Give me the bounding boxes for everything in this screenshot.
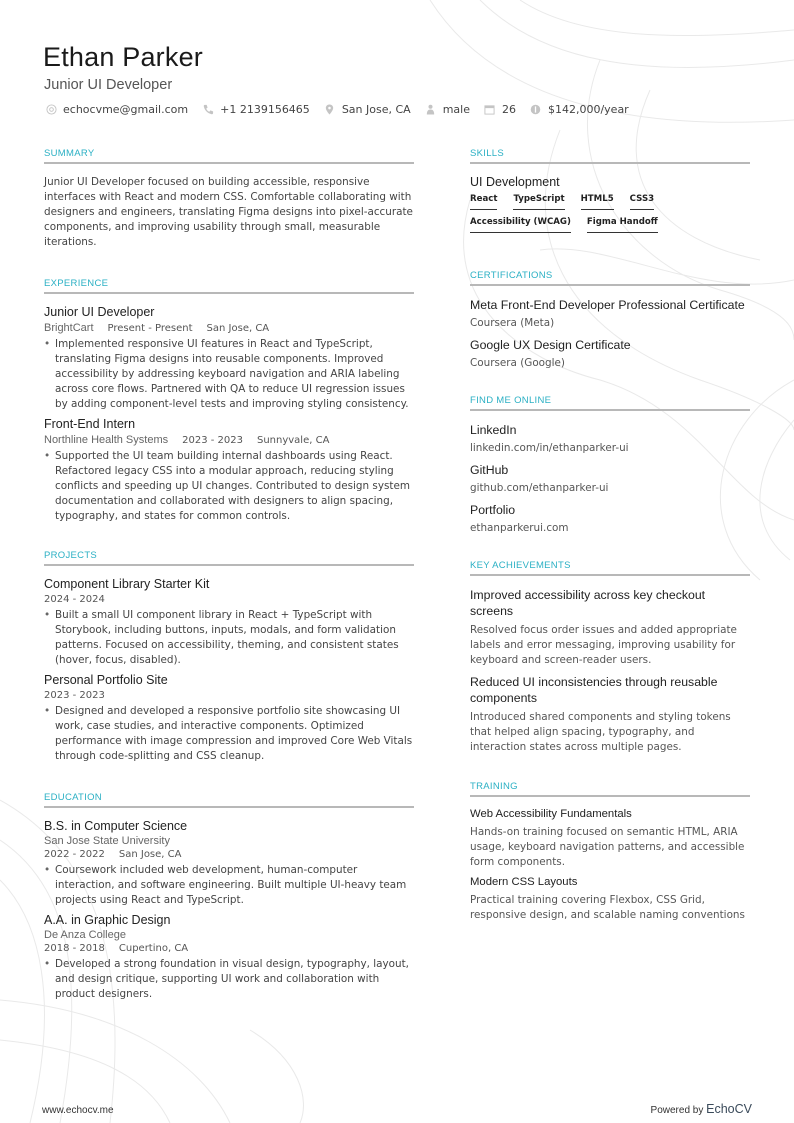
company-name: BrightCart [44,322,94,334]
person-icon [425,104,437,116]
bullet-text: Built a small UI component library in React + TypeScript with Storybook, including buttons, inputs, modals, and form validation patterns. Focused on accessibility, theming, and consistent states (hover, focus, disabled). [55,609,399,666]
skill-tag: HTML5 [581,194,614,210]
section-heading-achievements: KEY ACHIEVEMENTS [470,560,750,576]
school-name: De Anza College [44,929,126,941]
job-dates: 2023 - 2023 [182,435,243,446]
training-text: Practical training covering Flexbox, CSS Grid, responsive design, and scalable naming conventions [470,894,745,921]
training-title: Web Accessibility Fundamentals [470,808,632,820]
at-icon [45,104,57,116]
experience-item [44,305,414,412]
job-title: Junior UI Developer [44,305,155,319]
section-heading-training: TRAINING [470,781,750,797]
project-meta [44,594,414,605]
profile-label-github: GitHub [470,463,509,477]
calendar-icon [484,104,496,116]
bullet-icon: • [44,864,51,876]
online-section [470,395,750,534]
job-location: Sunnyvale, CA [256,435,330,446]
certification-issuer: Coursera (Google) [470,357,565,369]
email-value: echocvme@gmail.com [63,103,189,116]
certification-name: Meta Front-End Developer Professional Certificate [470,298,745,312]
contact-email[interactable] [45,103,188,116]
skill-tags-row-2 [470,217,750,240]
skill-tag: Figma Handoff [587,217,658,233]
profile-label-portfolio: Portfolio [470,503,516,517]
bullet-text: Designed and developed a responsive portfolio site showcasing UI work, case studies, and interactive components. Optimized performance with image compression and improved Core Web Vitals through code-splitting and CSS cleanup. [55,705,413,762]
education-location: Cupertino, CA [118,943,189,954]
gender-value: male [442,103,470,116]
education-dates: 2018 - 2018 [44,943,105,954]
bullet-text: Coursework included web development, human-computer interaction, and software engineering. Built multiple UI-heavy team projects using React and TypeScript. [55,864,407,906]
school-name: San Jose State University [44,835,170,847]
degree-name: A.A. in Graphic Design [44,913,171,927]
job-bullet [44,449,414,524]
project-bullet [44,608,414,668]
contact-location [324,103,411,116]
projects-section [44,550,414,764]
section-heading-projects: PROJECTS [44,550,414,566]
skill-tag: TypeScript [513,194,564,210]
education-item [44,819,414,908]
contact-gender [425,103,470,116]
school-meta [44,929,414,941]
job-location: San Jose, CA [206,323,270,334]
project-name: Component Library Starter Kit [44,577,210,591]
section-heading-online: FIND ME ONLINE [470,395,750,411]
certification-issuer: Coursera (Meta) [470,317,555,329]
salary-icon [530,104,542,116]
brand-name: EchoCV [706,1102,752,1116]
skill-tags-row-1 [470,194,750,217]
certification-name: Google UX Design Certificate [470,338,631,352]
project-name: Personal Portfolio Site [44,673,168,687]
candidate-name: Ethan Parker [43,42,203,72]
education-dates-row [44,849,414,860]
skill-category: UI Development [470,175,560,189]
bullet-icon: • [44,450,51,462]
job-bullet [44,337,414,412]
project-bullet [44,704,414,764]
experience-section [44,278,414,524]
bullet-icon: • [44,338,51,350]
phone-value: +1 2139156465 [220,103,310,116]
profile-link-linkedin[interactable]: linkedin.com/in/ethanparker-ui [470,442,629,454]
project-dates: 2023 - 2023 [44,690,105,701]
profile-link-github[interactable]: github.com/ethanparker-ui [470,482,609,494]
skills-section [470,148,750,240]
skill-tag: Accessibility (WCAG) [470,217,571,233]
candidate-title: Junior UI Developer [44,77,173,93]
salary-value: $142,000/year [547,103,629,116]
job-meta [44,434,414,446]
section-heading-summary: SUMMARY [44,148,414,164]
section-heading-certifications: CERTIFICATIONS [470,270,750,286]
footer-website-link[interactable]: www.echocv.me [42,1105,114,1116]
skill-tag: CSS3 [630,194,654,210]
achievements-section [470,560,750,755]
age-value: 26 [501,103,516,116]
training-title: Modern CSS Layouts [470,876,578,888]
summary-text: Junior UI Developer focused on building accessible, responsive interfaces with React and modern CSS. Comfortable collaborating with designers and engineers, translating Figma designs into pixel-accurate components, and improving usability through small, measurable iterations. [44,176,413,248]
profile-link-portfolio[interactable]: ethanparkerui.com [470,522,569,534]
training-text: Hands-on training focused on semantic HTML, ARIA usage, keyboard navigation patterns, and accessible form components. [470,826,745,868]
location-pin-icon [324,104,336,116]
bullet-icon: • [44,705,51,717]
job-title: Front-End Intern [44,417,136,431]
training-section [470,781,750,923]
powered-by-label: Powered by [650,1105,704,1116]
left-column [44,148,414,1024]
education-bullet [44,863,414,908]
contact-phone[interactable] [202,103,310,116]
bullet-text: Supported the UI team building internal dashboards using React. Refactored legacy CSS into a modular approach, reducing styling conflicts and speeding up UI changes. Contributed to design system documentation and collaborated with designers to align spacing, typography, and states for common controls. [55,450,410,522]
education-dates-row [44,943,414,954]
bullet-icon: • [44,958,51,970]
education-section [44,792,414,1002]
school-meta [44,835,414,847]
contact-salary [530,103,629,116]
certifications-section [470,270,750,369]
achievement-text: Resolved focus order issues and added appropriate labels and error messaging, improving usability for keyboard and screen-reader users. [470,624,737,666]
project-dates: 2024 - 2024 [44,594,105,605]
company-name: Northline Health Systems [44,434,169,446]
phone-icon [202,104,214,116]
job-dates: Present - Present [107,323,193,334]
skill-tag: React [470,194,497,210]
job-meta [44,322,414,334]
section-heading-education: EDUCATION [44,792,414,808]
education-item [44,913,414,1002]
degree-name: B.S. in Computer Science [44,819,188,833]
section-heading-experience: EXPERIENCE [44,278,414,294]
contact-age [484,103,516,116]
contact-row [45,103,643,116]
project-item [44,673,414,764]
education-location: San Jose, CA [118,849,182,860]
bullet-icon: • [44,609,51,621]
right-column [470,148,750,945]
experience-item [44,417,414,524]
profile-label-linkedin: LinkedIn [470,423,517,437]
summary-section [44,148,414,250]
education-dates: 2022 - 2022 [44,849,105,860]
achievement-title: Reduced UI inconsistencies through reusable components [470,675,718,705]
bullet-text: Implemented responsive UI features in React and TypeScript, translating Figma designs into reusable components. Improved accessibility by addressing keyboard navigation and ARIA labeling across core flows. Partnered with QA to reduce UI regression issues by adding component-level tests and improving styling consistency. [55,338,409,410]
location-value: San Jose, CA [341,103,411,116]
achievement-text: Introduced shared components and styling tokens that helped align spacing, typography, and interaction states across multiple pages. [470,711,731,753]
project-meta [44,690,414,701]
project-item [44,577,414,668]
education-bullet [44,957,414,1002]
bullet-text: Developed a strong foundation in visual design, typography, layout, and design critique, supporting UI work and collaboration with product designers. [55,958,409,1000]
section-heading-skills: SKILLS [470,148,750,164]
achievement-title: Improved accessibility across key checkout screens [470,588,706,618]
footer-powered-by[interactable] [651,1102,752,1116]
